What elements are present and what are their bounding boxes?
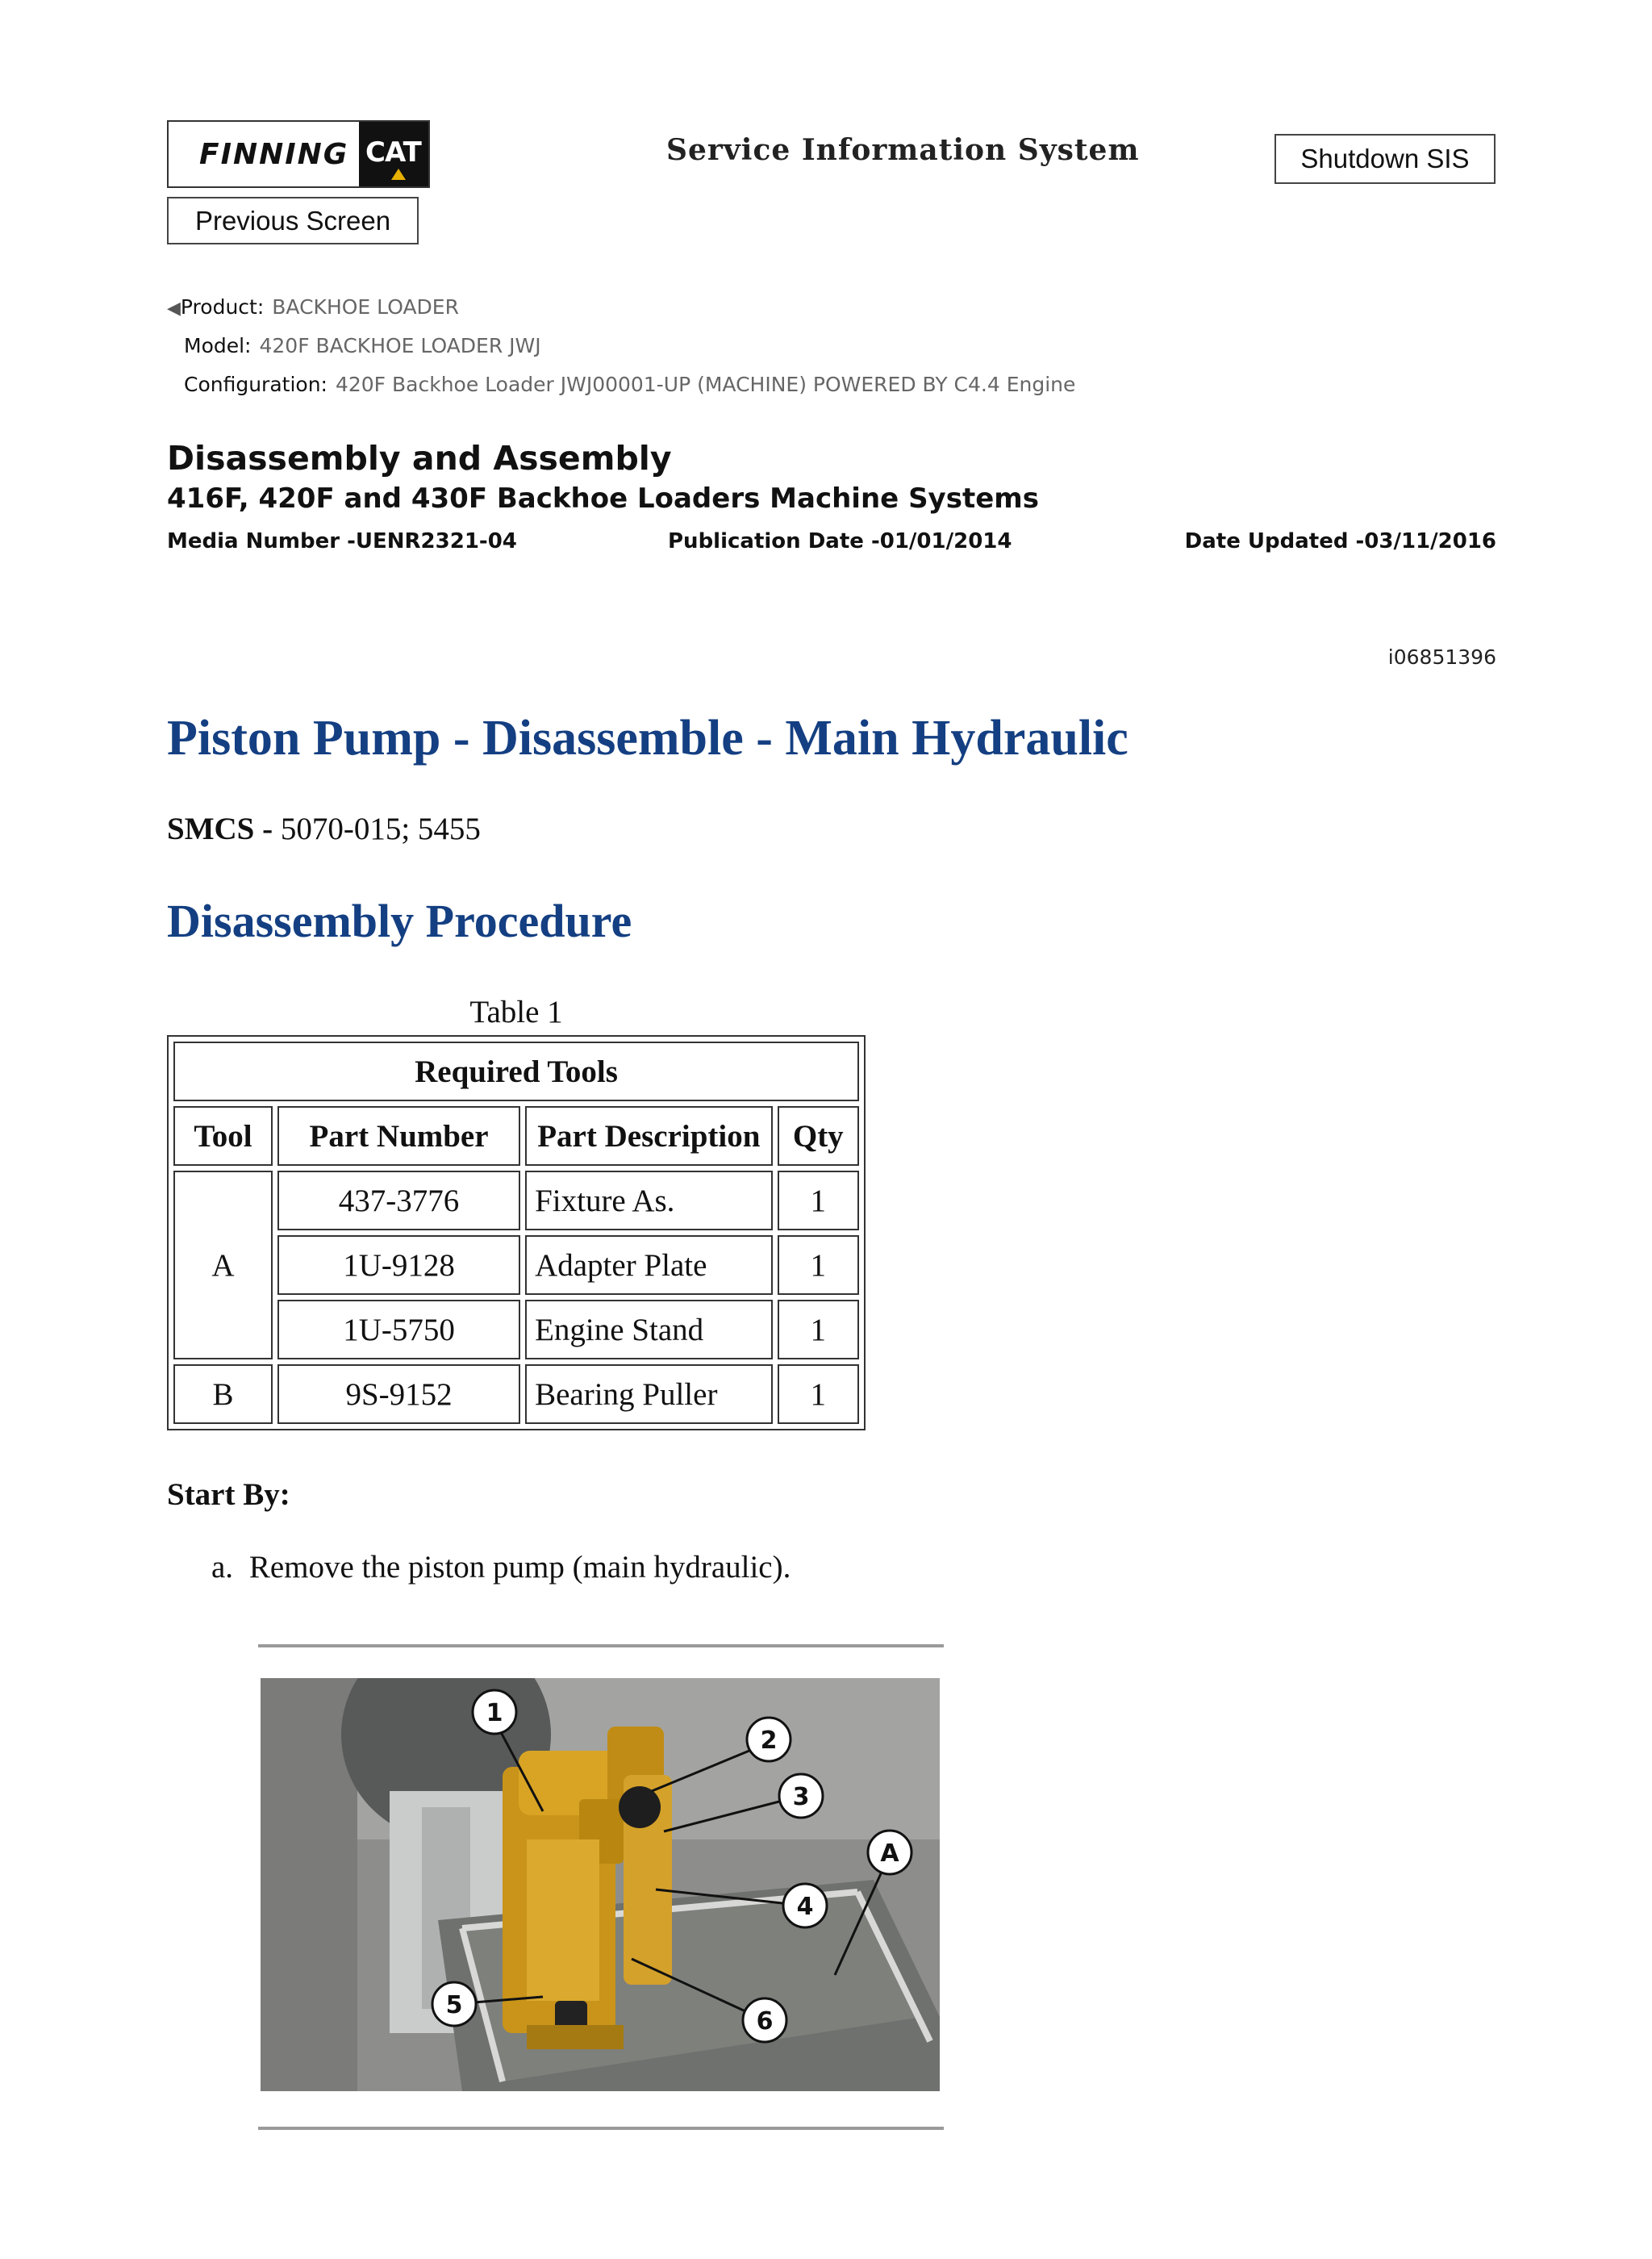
- qty-cell: 1: [778, 1300, 859, 1359]
- configuration-value[interactable]: 420F Backhoe Loader JWJ00001-UP (MACHINE) POWERED BY C4.4 Engine: [335, 373, 1076, 396]
- cat-logo: [359, 122, 428, 186]
- callout-5: 5: [445, 1991, 463, 2019]
- step-marker: a.: [211, 1550, 234, 1585]
- product-row: [167, 295, 459, 319]
- step-text: Remove the piston pump (main hydraulic).: [248, 1550, 791, 1585]
- model-row: [184, 334, 541, 357]
- date-updated: Date Updated -03/11/2016: [1184, 529, 1496, 553]
- smcs-value: 5070-015; 5455: [280, 812, 481, 846]
- qty-cell: 1: [778, 1171, 859, 1230]
- shutdown-sis-button[interactable]: Shutdown SIS: [1274, 134, 1496, 184]
- system-title: Service Information System: [666, 133, 1140, 167]
- document-id: i06851396: [1387, 645, 1496, 669]
- product-value[interactable]: BACKHOE LOADER: [272, 295, 459, 319]
- tool-cell: B: [173, 1364, 273, 1424]
- document-subheading: 416F, 420F and 430F Backhoe Loaders Machine Systems: [167, 482, 1039, 515]
- header-tool: Tool: [173, 1106, 273, 1166]
- back-arrow-icon[interactable]: ◀: [167, 299, 181, 319]
- cat-triangle-icon: [391, 169, 406, 180]
- header-part-description: Part Description: [525, 1106, 772, 1166]
- pump-photo-svg: [261, 1678, 940, 2091]
- model-value[interactable]: 420F BACKHOE LOADER JWJ: [259, 334, 541, 357]
- part-number-cell: 9S-9152: [277, 1364, 520, 1424]
- product-label: Product:: [180, 295, 265, 319]
- cat-logo-text: CAT: [365, 136, 421, 169]
- required-tools-table: [167, 1035, 866, 1430]
- table-row: [173, 1171, 859, 1230]
- tool-cell: A: [173, 1171, 273, 1359]
- table-row: [173, 1364, 859, 1424]
- callout-4: 4: [796, 1893, 814, 1921]
- document-heading: Disassembly and Assembly: [167, 439, 672, 478]
- header-qty: Qty: [778, 1106, 859, 1166]
- qty-cell: 1: [778, 1235, 859, 1295]
- start-by-label: Start By:: [167, 1477, 290, 1512]
- qty-cell: 1: [778, 1364, 859, 1424]
- part-number-cell: 1U-5750: [277, 1300, 520, 1359]
- table-row: [173, 1235, 859, 1295]
- smcs-label: SMCS -: [167, 812, 273, 846]
- part-description-cell: Adapter Plate: [525, 1235, 772, 1295]
- header-part-number: Part Number: [277, 1106, 520, 1166]
- media-number: Media Number -UENR2321-04: [167, 529, 517, 553]
- piston-pump-photo: [261, 1678, 940, 2091]
- callout-1: 1: [486, 1699, 503, 1727]
- section-title: Disassembly Procedure: [167, 895, 632, 947]
- table-row: [173, 1300, 859, 1359]
- finning-logo-text: FINNING: [199, 138, 349, 171]
- callout-3: 3: [792, 1783, 810, 1811]
- publication-date: Publication Date -01/01/2014: [668, 529, 1012, 553]
- figure-top-divider: [258, 1644, 944, 1647]
- figure-bottom-divider: [258, 2127, 944, 2130]
- part-description-cell: Engine Stand: [525, 1300, 772, 1359]
- callout-6: 6: [756, 2007, 774, 2036]
- previous-screen-button[interactable]: Previous Screen: [167, 197, 419, 244]
- page-title: Piston Pump - Disassemble - Main Hydraulic: [167, 711, 1128, 766]
- part-number-cell: 1U-9128: [277, 1235, 520, 1295]
- table-caption: Table 1: [469, 995, 563, 1029]
- part-description-cell: Fixture As.: [525, 1171, 772, 1230]
- table-title: Required Tools: [173, 1042, 859, 1101]
- finning-cat-logo: [167, 120, 430, 188]
- start-by-step: [211, 1549, 791, 1585]
- callout-2: 2: [760, 1727, 778, 1755]
- configuration-row: [184, 373, 1075, 396]
- part-number-cell: 437-3776: [277, 1171, 520, 1230]
- smcs-line: [167, 811, 481, 847]
- callout-a: A: [880, 1839, 899, 1868]
- part-description-cell: Bearing Puller: [525, 1364, 772, 1424]
- model-label: Model:: [184, 334, 252, 357]
- configuration-label: Configuration:: [184, 373, 327, 396]
